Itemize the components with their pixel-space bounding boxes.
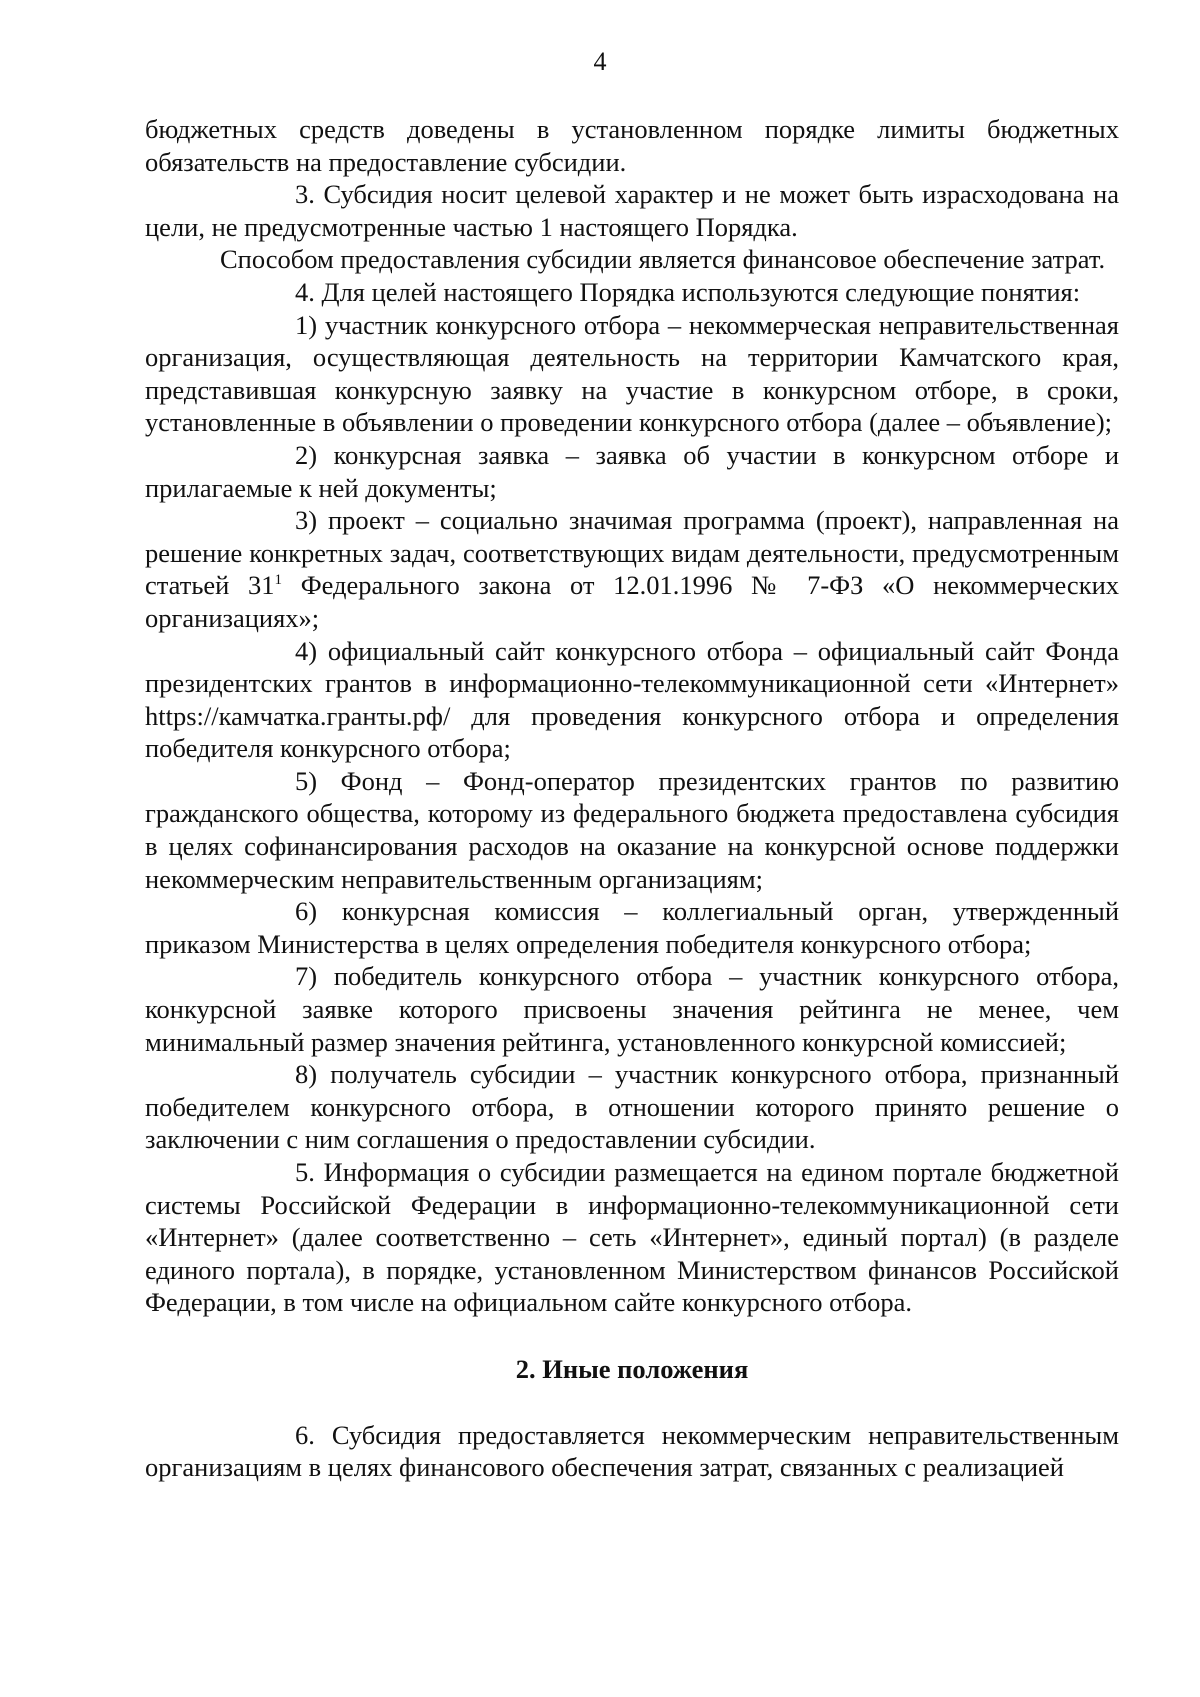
- paragraph-number: 6.: [295, 1419, 315, 1450]
- item-number: 8): [295, 1059, 318, 1090]
- item-number: 4): [295, 635, 318, 666]
- item-text: проект – социально значимая программа (проект), направленная на решение конкретных задач, соответствующих видам деятельности, предусмотренным статьей 31: [145, 505, 1119, 601]
- definition-item-8: [145, 1058, 1119, 1156]
- paragraph-number: 4.: [295, 276, 315, 307]
- paragraph-3: [145, 178, 1119, 243]
- item-text: получатель субсидии – участник конкурсного отбора, признанный победителем конкурсного отбора, в отношении которого принято решение о заключении с ним соглашения о предоставлении субсидии.: [145, 1059, 1119, 1155]
- document-body: [145, 113, 1119, 1484]
- paragraph-3-method: [145, 243, 1119, 276]
- section-heading: 2. Иные положения: [515, 1353, 749, 1384]
- item-number: 5): [295, 765, 318, 796]
- paragraph-text: Способом предоставления субсидии является финансовое обеспечение затрат.: [220, 244, 1106, 275]
- paragraph-text: Субсидия носит целевой характер и не может быть израсходована на цели, не предусмотренные частью 1 настоящего Порядка.: [145, 179, 1119, 242]
- definition-item-7: [145, 960, 1119, 1058]
- paragraph-4: [145, 276, 1119, 309]
- paragraph-5: [145, 1156, 1119, 1319]
- definition-item-4: [145, 635, 1119, 765]
- definition-item-3: [145, 504, 1119, 634]
- paragraph-number: 5.: [295, 1157, 315, 1187]
- paragraph-continuation: [145, 113, 1119, 178]
- item-number: 7): [295, 961, 318, 992]
- item-text: официальный сайт конкурсного отбора – официальный сайт Фонда президентских грантов в информационно-телекоммуникационной сети «Интернет» https://камчатка.гранты.рф/ для проведения конкурсного отбора и определения победителя конкурсного отбора;: [145, 635, 1119, 764]
- paragraph-text: Для целей настоящего Порядка используются следующие понятия:: [321, 276, 1081, 307]
- definition-item-5: [145, 765, 1119, 895]
- item-text: Фонд – Фонд-оператор президентских грантов по развитию гражданского общества, которому из федерального бюджета предоставлена субсидия в целях софинансирования расходов на оказание на конкурсной основе поддержки некоммерческим неправительственным организациям;: [145, 765, 1119, 894]
- item-number: 6): [295, 896, 318, 927]
- definition-item-6: [145, 895, 1119, 960]
- definition-item-2: [145, 439, 1119, 504]
- item-number: 1): [295, 309, 318, 340]
- item-text: конкурсная заявка – заявка об участии в конкурсном отборе и прилагаемые к ней документы;: [145, 439, 1120, 503]
- item-text: конкурсная комиссия – коллегиальный орган, утвержденный приказом Министерства в целях определения победителя конкурсного отбора;: [145, 896, 1119, 959]
- paragraph-number: 3.: [295, 179, 315, 210]
- item-text: участник конкурсного отбора – некоммерческая неправительственная организация, осуществляющая деятельность на территории Камчатского края, представившая конкурсную заявку на участие в конкурсном отборе, в сроки, установленные в объявлении о проведении конкурсного отбора (далее – объявление);: [145, 309, 1119, 438]
- item-text: победитель конкурсного отбора – участник конкурсного отбора, конкурсной заявке которого присвоены значения рейтинга не менее, чем минимальный размер значения рейтинга, установленного конкурсной комиссией;: [145, 961, 1119, 1057]
- item-number: 3): [295, 505, 318, 536]
- page-number: 4: [593, 47, 607, 76]
- item-text-continued: Федерального закона от 12.01.1996 № 7-ФЗ «О некоммерческих организациях»;: [145, 570, 1120, 633]
- item-number: 2): [295, 439, 318, 470]
- definition-item-1: [145, 309, 1119, 439]
- article-superscript: 1: [274, 572, 283, 589]
- paragraph-text: Информация о субсидии размещается на едином портале бюджетной системы Российской Федерации в информационно-телекоммуникационной сети «Интернет» (далее соответственно – сеть «Интернет», единый портал) (в разделе единого портала), в порядке, установленном Министерством финансов Российской Федерации, в том числе на официальном сайте конкурсного отбора.: [145, 1157, 1119, 1318]
- paragraph-6: [145, 1419, 1119, 1484]
- paragraph-text: Субсидия предоставляется некоммерческим неправительственным организациям в целях финансового обеспечения затрат, связанных с реализацией: [145, 1419, 1119, 1483]
- paragraph-text: бюджетных средств доведены в установленном порядке лимиты бюджетных обязательств на предоставление субсидии.: [145, 114, 1119, 177]
